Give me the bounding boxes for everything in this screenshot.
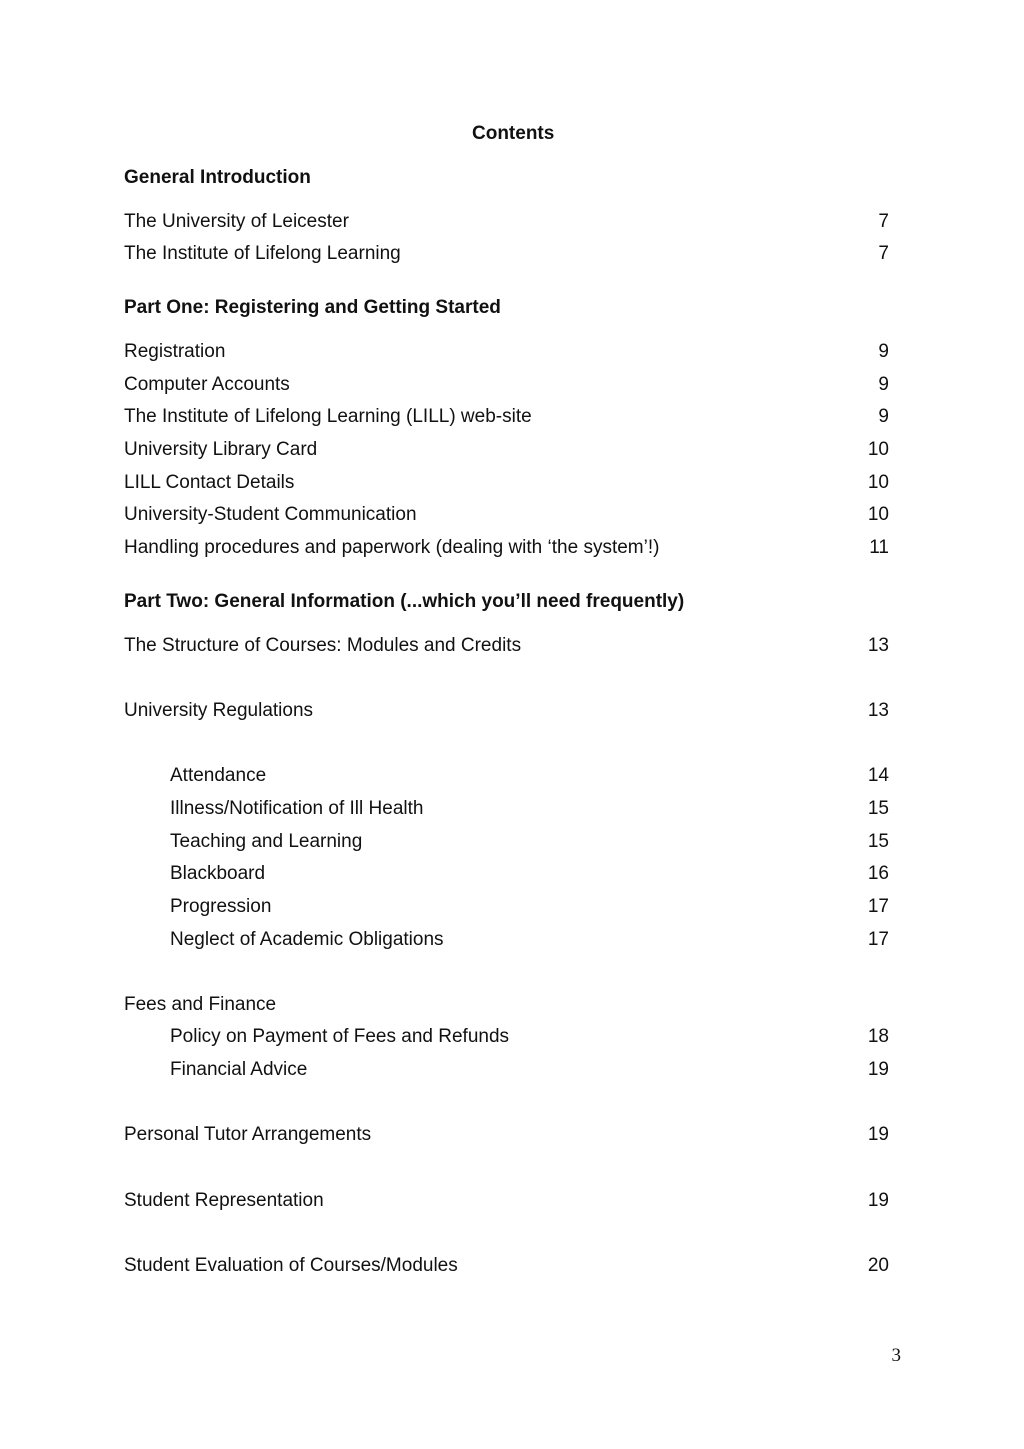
toc-entry-page: 10 <box>867 439 889 460</box>
general-introduction-heading: General Introduction <box>124 167 311 188</box>
toc-entry-page: 19 <box>867 1190 889 1211</box>
toc-entry-label: LILL Contact Details <box>124 472 295 493</box>
toc-subentry-page: 18 <box>867 1026 889 1047</box>
toc-subentry-label: Teaching and Learning <box>170 831 363 852</box>
toc-entry-label: The University of Leicester <box>124 211 349 232</box>
toc-subentry-page: 16 <box>867 863 889 884</box>
toc-subentry-label: Blackboard <box>170 863 266 884</box>
toc-entry-page: 20 <box>867 1255 889 1276</box>
toc-subentry-label: Illness/Notification of Ill Health <box>170 798 424 819</box>
toc-entry-page: 13 <box>867 635 889 656</box>
toc-subentry-label: Policy on Payment of Fees and Refunds <box>170 1026 510 1047</box>
toc-entry-label: Student Evaluation of Courses/Modules <box>124 1255 458 1276</box>
toc-subentry-label: Financial Advice <box>170 1059 308 1080</box>
toc-entry-label: The Structure of Courses: Modules and Credits <box>124 635 522 656</box>
part-two-heading: Part Two: General Information (...which you’ll need frequently) <box>124 591 685 612</box>
toc-entry-label: Student Representation <box>124 1190 324 1211</box>
toc-entry-label: University-Student Communication <box>124 504 417 525</box>
toc-entry-page: 10 <box>867 504 889 525</box>
toc-entry-label: Fees and Finance <box>124 994 277 1015</box>
toc-subentry-label: Neglect of Academic Obligations <box>170 929 444 950</box>
toc-subentry-label: Progression <box>170 896 272 917</box>
toc-entry-page: 7 <box>878 211 889 232</box>
toc-entry-label: University Regulations <box>124 700 314 721</box>
toc-subentry-page: 17 <box>867 896 889 917</box>
toc-entry-page: 9 <box>878 406 889 427</box>
page-number: 3 <box>891 1345 901 1366</box>
toc-subentry-page: 19 <box>867 1059 889 1080</box>
toc-subentry-page: 17 <box>867 929 889 950</box>
toc-entry-page: 19 <box>867 1124 889 1145</box>
toc-entry-page: 11 <box>869 537 889 558</box>
contents-title: Contents <box>472 123 555 144</box>
toc-entry-label: Registration <box>124 341 226 362</box>
toc-subentry-page: 14 <box>867 765 889 786</box>
toc-entry-label: Computer Accounts <box>124 374 290 395</box>
toc-subentry-page: 15 <box>867 831 889 852</box>
toc-subentry-page: 15 <box>867 798 889 819</box>
toc-entry-page: 13 <box>867 700 889 721</box>
toc-entry-label: The Institute of Lifelong Learning <box>124 243 401 264</box>
toc-entry-label: The Institute of Lifelong Learning (LILL) web-site <box>124 406 532 427</box>
toc-entry-label: University Library Card <box>124 439 318 460</box>
toc-entry-page: 7 <box>878 243 889 264</box>
toc-entry-label: Personal Tutor Arrangements <box>124 1124 372 1145</box>
part-one-heading: Part One: Registering and Getting Started <box>124 297 501 318</box>
toc-subentry-label: Attendance <box>170 765 267 786</box>
toc-entry-page: 9 <box>878 341 889 362</box>
toc-entry-label: Handling procedures and paperwork (dealing with ‘the system’!) <box>124 537 660 558</box>
toc-entry-page: 9 <box>878 374 889 395</box>
toc-entry-page: 10 <box>867 472 889 493</box>
